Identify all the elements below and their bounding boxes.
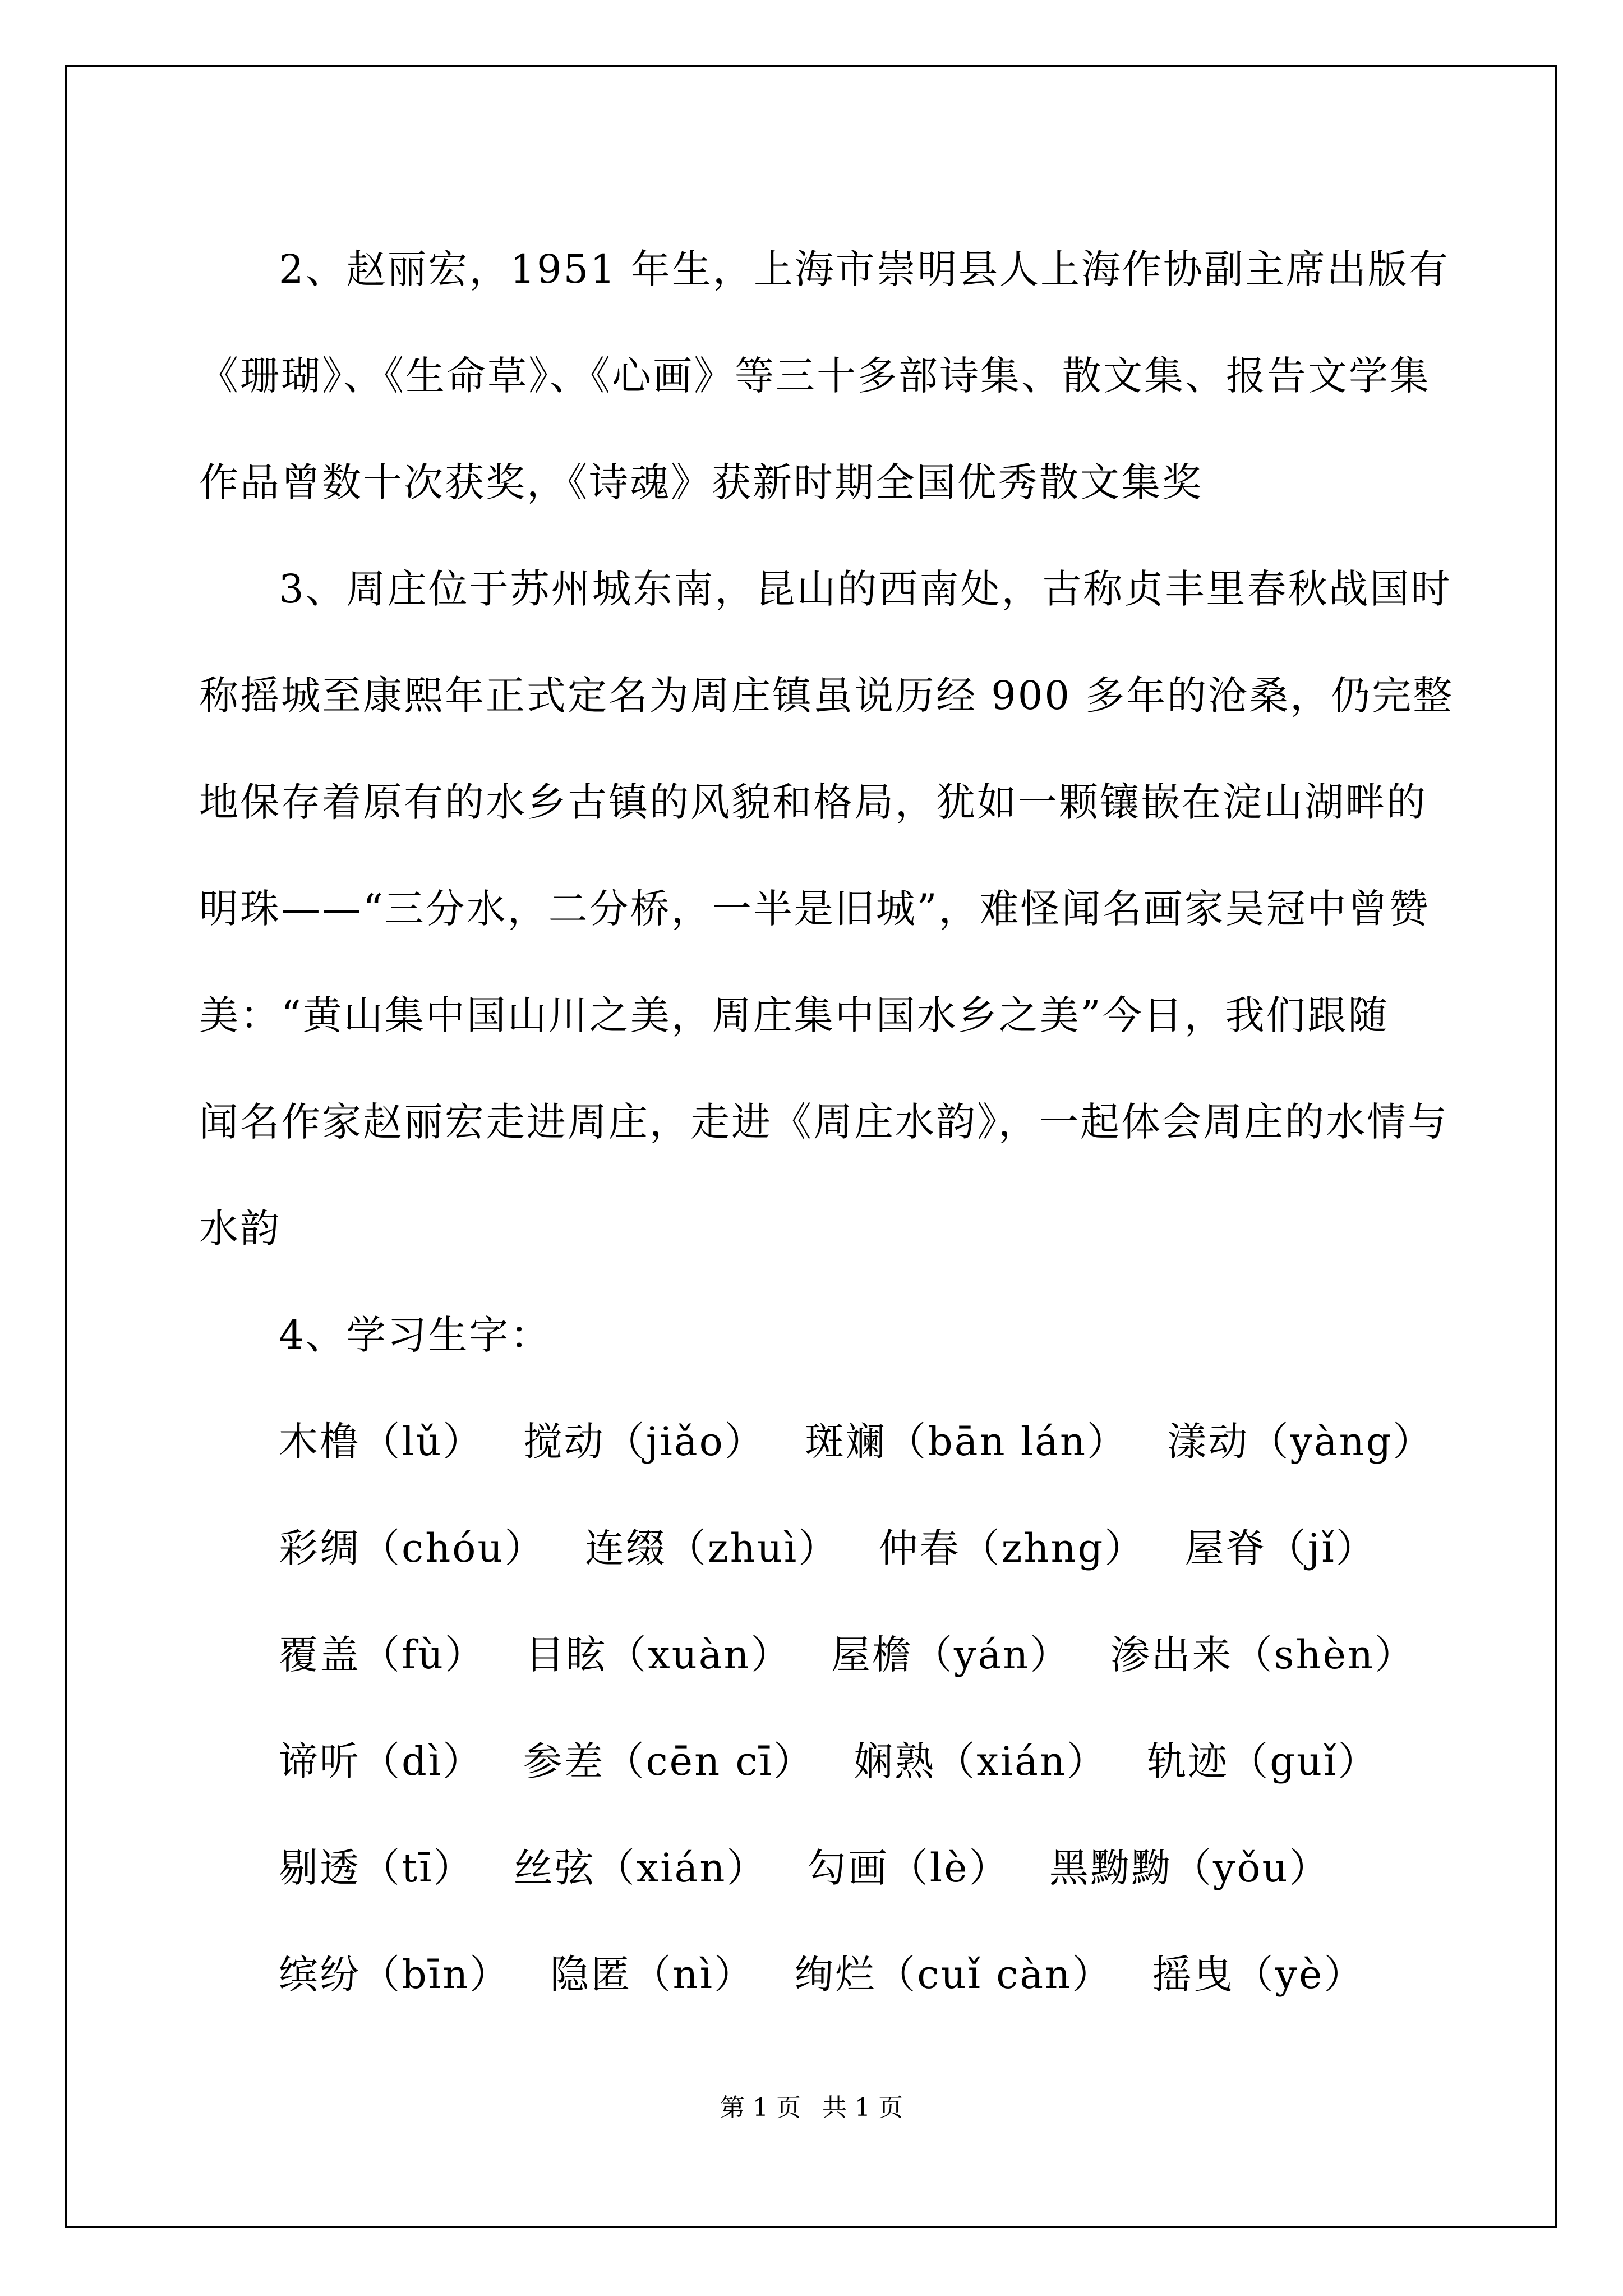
paragraph-3-line-7: 水韵 xyxy=(199,1205,281,1251)
paragraph-2-line-1: 2、赵丽宏，1951 年生，上海市崇明县人上海作协副主席出版有 xyxy=(279,246,1450,292)
vocab-row xyxy=(199,1708,1433,1815)
vocab-item: 参差（cēn cī） xyxy=(523,1738,815,1784)
vocab-row xyxy=(199,1815,1433,1921)
paragraph-3-line-1: 3、周庄位于苏州城东南，昆山的西南处，古称贞丰里春秋战国时 xyxy=(279,566,1452,612)
vocab-item: 屋檐（yán） xyxy=(831,1632,1071,1678)
vocab-item: 屋脊（jǐ） xyxy=(1184,1525,1377,1571)
vocab-item: 轨迹（guǐ） xyxy=(1147,1738,1379,1784)
page-total: 共 1 页 xyxy=(822,2093,903,2122)
page-number: 第 1 页 xyxy=(720,2093,801,2122)
vocab-item: 漾动（yàng） xyxy=(1167,1419,1434,1465)
paragraph-3-line-3: 地保存着原有的水乡古镇的风貌和格局，犹如一颗镶嵌在淀山湖畔的 xyxy=(199,779,1427,825)
paragraph-4-heading: 4、学习生字： xyxy=(279,1312,551,1358)
paragraph-2-line-2: 《珊瑚》、《生命草》、《心画》等三十多部诗集、散文集、报告文学集 xyxy=(199,353,1431,399)
paragraph-3-line-5: 美：“黄山集中国山川之美，周庄集中国水乡之美”今日，我们跟随 xyxy=(199,992,1389,1038)
vocab-item: 娴熟（xián） xyxy=(854,1738,1108,1784)
vocab-item: 隐匿（nì） xyxy=(550,1952,755,1998)
vocab-item: 覆盖（fù） xyxy=(279,1632,486,1678)
paragraph-3-line-6: 闻名作家赵丽宏走进周庄，走进《周庄水韵》，一起体会周庄的水情与 xyxy=(199,1099,1449,1145)
vocab-item: 彩绸（chóu） xyxy=(279,1525,546,1571)
vocab-item: 连缀（zhuì） xyxy=(584,1525,840,1571)
vocab-row xyxy=(199,1495,1433,1602)
vocab-item: 摇曳（yè） xyxy=(1152,1952,1365,1998)
vocab-row xyxy=(199,1602,1433,1708)
vocab-item: 缤纷（bīn） xyxy=(279,1952,511,1998)
vocab-item: 黑黝黝（yǒu） xyxy=(1049,1845,1330,1891)
vocab-item: 渗出来（shèn） xyxy=(1110,1632,1416,1678)
paragraph-2-line-3: 作品曾数十次获奖，《诗魂》获新时期全国优秀散文集奖 xyxy=(199,459,1203,505)
vocab-item: 搅动（jiǎo） xyxy=(523,1419,766,1465)
vocab-item: 绚烂（cuǐ càn） xyxy=(794,1952,1113,1998)
vocab-item: 谛听（dì） xyxy=(279,1738,484,1784)
vocab-item: 剔透（tī） xyxy=(279,1845,474,1891)
page-footer xyxy=(0,2091,1623,2125)
vocab-row xyxy=(199,1388,1433,1495)
vocab-item: 木橹（lǔ） xyxy=(279,1419,484,1465)
vocab-item: 丝弦（xián） xyxy=(513,1845,768,1891)
vocab-item: 斑斓（bān lán） xyxy=(804,1419,1128,1465)
paragraph-3-line-4: 明珠——“三分水，二分桥，一半是旧城”，难怪闻名画家吴冠中曾赞 xyxy=(199,886,1430,932)
document-body xyxy=(199,216,1454,2028)
vocab-item: 仲春（zhng） xyxy=(878,1525,1146,1571)
vocab-item: 勾画（lè） xyxy=(806,1845,1010,1891)
paragraph-3-line-2: 称摇城至康熙年正式定名为周庄镇虽说历经 900 多年的沧桑，仍完整 xyxy=(199,673,1454,719)
vocab-row xyxy=(199,1921,1433,2028)
vocab-item: 目眩（xuàn） xyxy=(525,1632,792,1678)
